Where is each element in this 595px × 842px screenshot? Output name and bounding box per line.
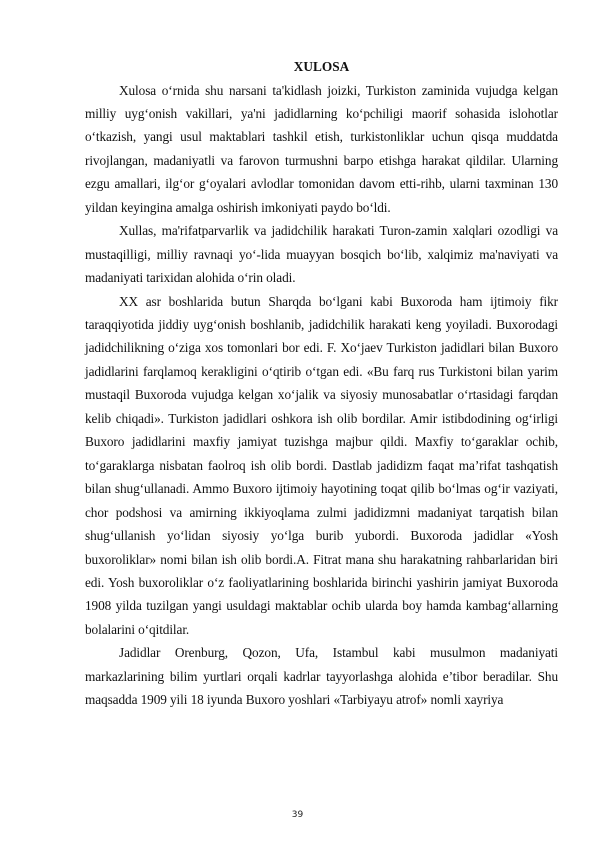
paragraph-1: Xulosa o‘rnida shu narsani ta'kidlash joizki, Turkiston zaminida vujudga kelgan milliy uyg‘onish vakillari, ya'ni jadidlarning ko‘pchiligi maorif sohasida islohotlar o‘tkazish, yangi usul maktablari tashkil etish, turkistonliklar uchun qisqa muddatda rivojlangan, madaniyatli va farovon turmushni barpo etishga harakat qildilar. Ularning ezgu amallari, ilg‘or g‘oyalari avlodlar tomonidan davom etti-rihb, ularni taxminan 130 yildan keyingina amalga oshirish imkoniyati paydo bo‘ldi. <box>85 82 558 215</box>
paragraph-2: Xullas, ma'rifatparvarlik va jadidchilik harakati Turon-zamin xalqlari ozodligi va mustaqilligi, milliy ravnaqi yo‘-lida muayyan bosqich bo‘lib, xalqimiz ma'naviyati va madaniyati tarixidan alohida o‘rin oladi. <box>85 223 558 286</box>
document-page <box>85 55 558 712</box>
paragraph-3: XX asr boshlarida butun Sharqda bo‘lgani kabi Buxoroda ham ijtimoiy fikr taraqqiyotida jiddiy uyg‘onish boshlanib, jadidchilik harakati keng yoyiladi. Buxorodagi jadidchilikning o‘ziga xos tomonlari bor edi. F. Xo‘jaev Turkiston jadidlari bilan Buxoro jadidlarini farqlamoq kerakligini o‘qtirib o‘tgan edi. «Bu farq rus Turkistoni bilan yarim mustaqil Buxoroda vujudga kelgan xo‘jalik va siyosiy munosabatlar o‘rtasidagi farqdan kelib chiqadi». Turkiston jadidlari oshkora ish olib bordilar. Amir istibdodining og‘irligi Buxoro jadidlarini maxfiy jamiyat tuzishga majbur qildi. Maxfiy to‘garaklar ochib, to‘garaklarga nisbatan faolroq ish olib bordi. Dastlab jadidizm faqat ma’rifat tashqatish bilan shug‘ullanadi. Ammo Buxoro ijtimoiy hayotining toqat qilib bo‘lmas og‘ir vaziyati, chor podshosi va amirning ikkiyoqlama zulmi jadidizmni madaniyat tarqatish bilan shug‘ullanish yo‘lidan siyosiy yo‘lga burib yubordi. Buxoroda jadidlar «Yosh buxoroliklar» nomi bilan ish olib bordi.A. Fitrat mana shu harakatning rahbarlaridan biri edi. Yosh buxoroliklar o‘z faoliyatlarining boshlarida birinchi yashirin jamiyat Buxoroda 1908 yilda tuzilgan yangi usuldagi maktablar ochib ularda boy hamda kambag‘allarning bolalarini o‘qitdilar. <box>85 293 558 637</box>
document-title: XULOSA <box>293 59 350 74</box>
page-number: 39 <box>291 810 304 820</box>
paragraph-4: Jadidlar Orenburg, Qozon, Ufa, Istambul kabi musulmon madaniyati markazlarining bilim yurtlari orqali kadrlar tayyorlashga alohida e’tibor beradilar. Shu maqsadda 1909 yili 18 iyunda Buxoro yoshlari «Tarbiyayu atrof» nomli xayriya <box>85 645 558 708</box>
